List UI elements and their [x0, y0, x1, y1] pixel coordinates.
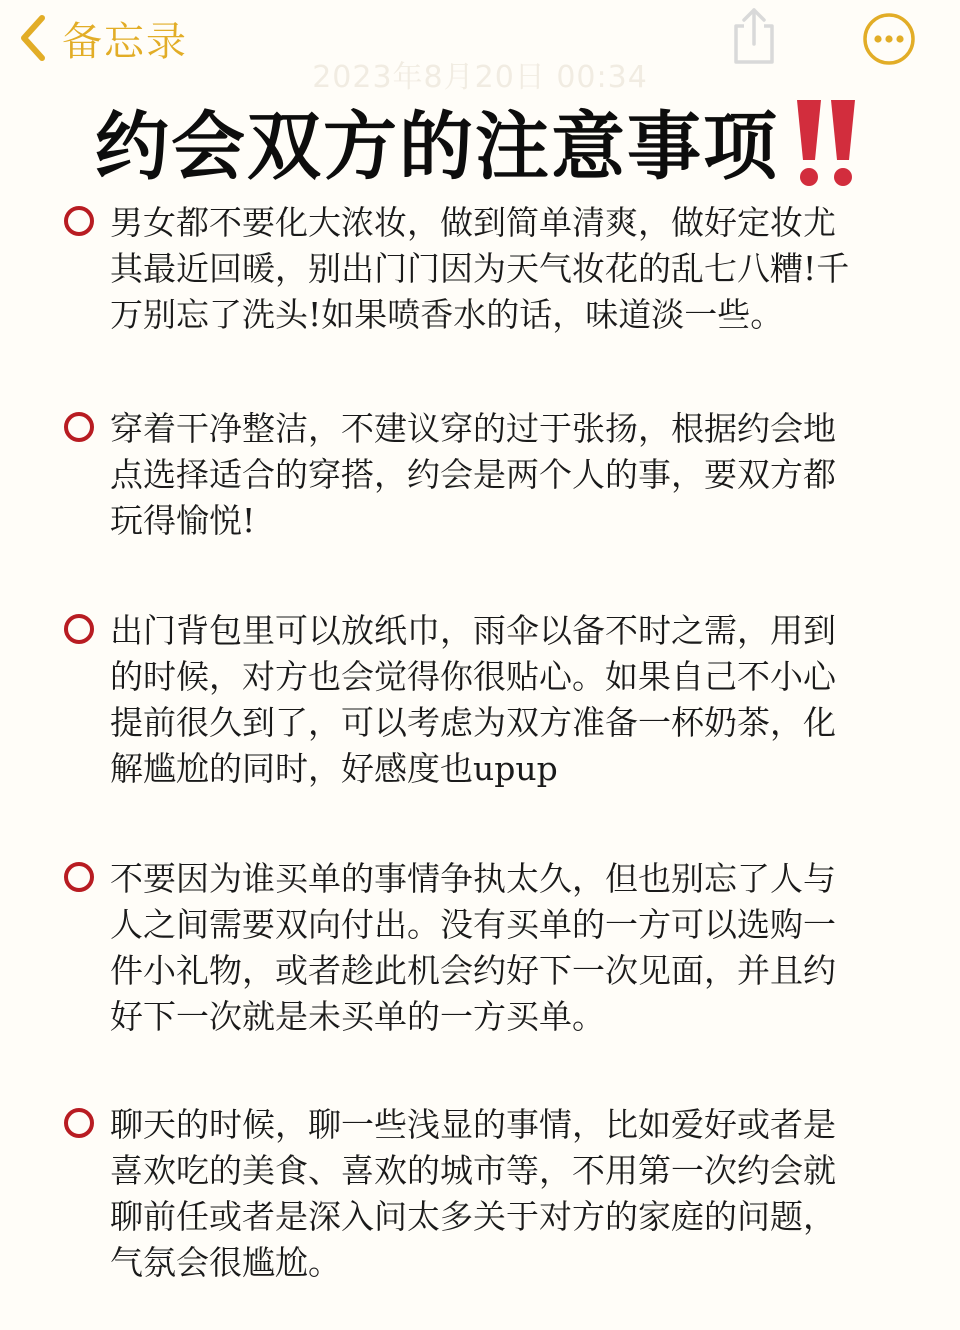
note-title: 约会双方的注意事项	[95, 104, 779, 190]
red-circle-icon	[64, 1108, 94, 1138]
list-item-text: 聊天的时候，聊一些浅显的事情，比如爱好或者是喜欢吃的美食、喜欢的城市等，不用第一次约会就聊前任或者是深入问太多关于对方的家庭的问题，气氛会很尴尬。	[110, 1105, 836, 1282]
back-button-label: 备忘录	[62, 18, 188, 65]
note-title-row	[0, 86, 960, 196]
red-circle-icon	[64, 614, 94, 644]
list-item	[62, 1102, 862, 1286]
list-item-text: 穿着干净整洁，不建议穿的过于张扬，根据约会地点选择适合的穿搭，约会是两个人的事，要双方都玩得愉悦!	[110, 409, 836, 540]
list-item	[62, 856, 862, 1040]
red-circle-icon	[64, 206, 94, 236]
red-circle-icon	[64, 862, 94, 892]
double-exclamation-icon	[785, 94, 865, 194]
note-timestamp: 2023年8月20日 00:34	[312, 60, 648, 95]
note-body[interactable]	[62, 200, 862, 1330]
list-item-text: 男女都不要化大浓妆，做到简单清爽，做好定妆尤其最近回暖，别出门门因为天气妆花的乱七八糟!千万别忘了洗头!如果喷香水的话，味道淡一些。	[110, 203, 850, 334]
list-item	[62, 200, 862, 338]
red-circle-icon	[64, 412, 94, 442]
list-item-text: 出门背包里可以放纸巾，雨伞以备不时之需，用到的时候，对方也会觉得你很贴心。如果自己不小心提前很久到了，可以考虑为双方准备一杯奶茶，化解尴尬的同时，好感度也upup	[110, 611, 836, 788]
list-item	[62, 608, 862, 792]
list-item-text: 不要因为谁买单的事情争执太久，但也别忘了人与人之间需要双向付出。没有买单的一方可以选购一件小礼物，或者趁此机会约好下一次见面，并且约好下一次就是未买单的一方买单。	[110, 859, 836, 1036]
list-item	[62, 406, 862, 544]
